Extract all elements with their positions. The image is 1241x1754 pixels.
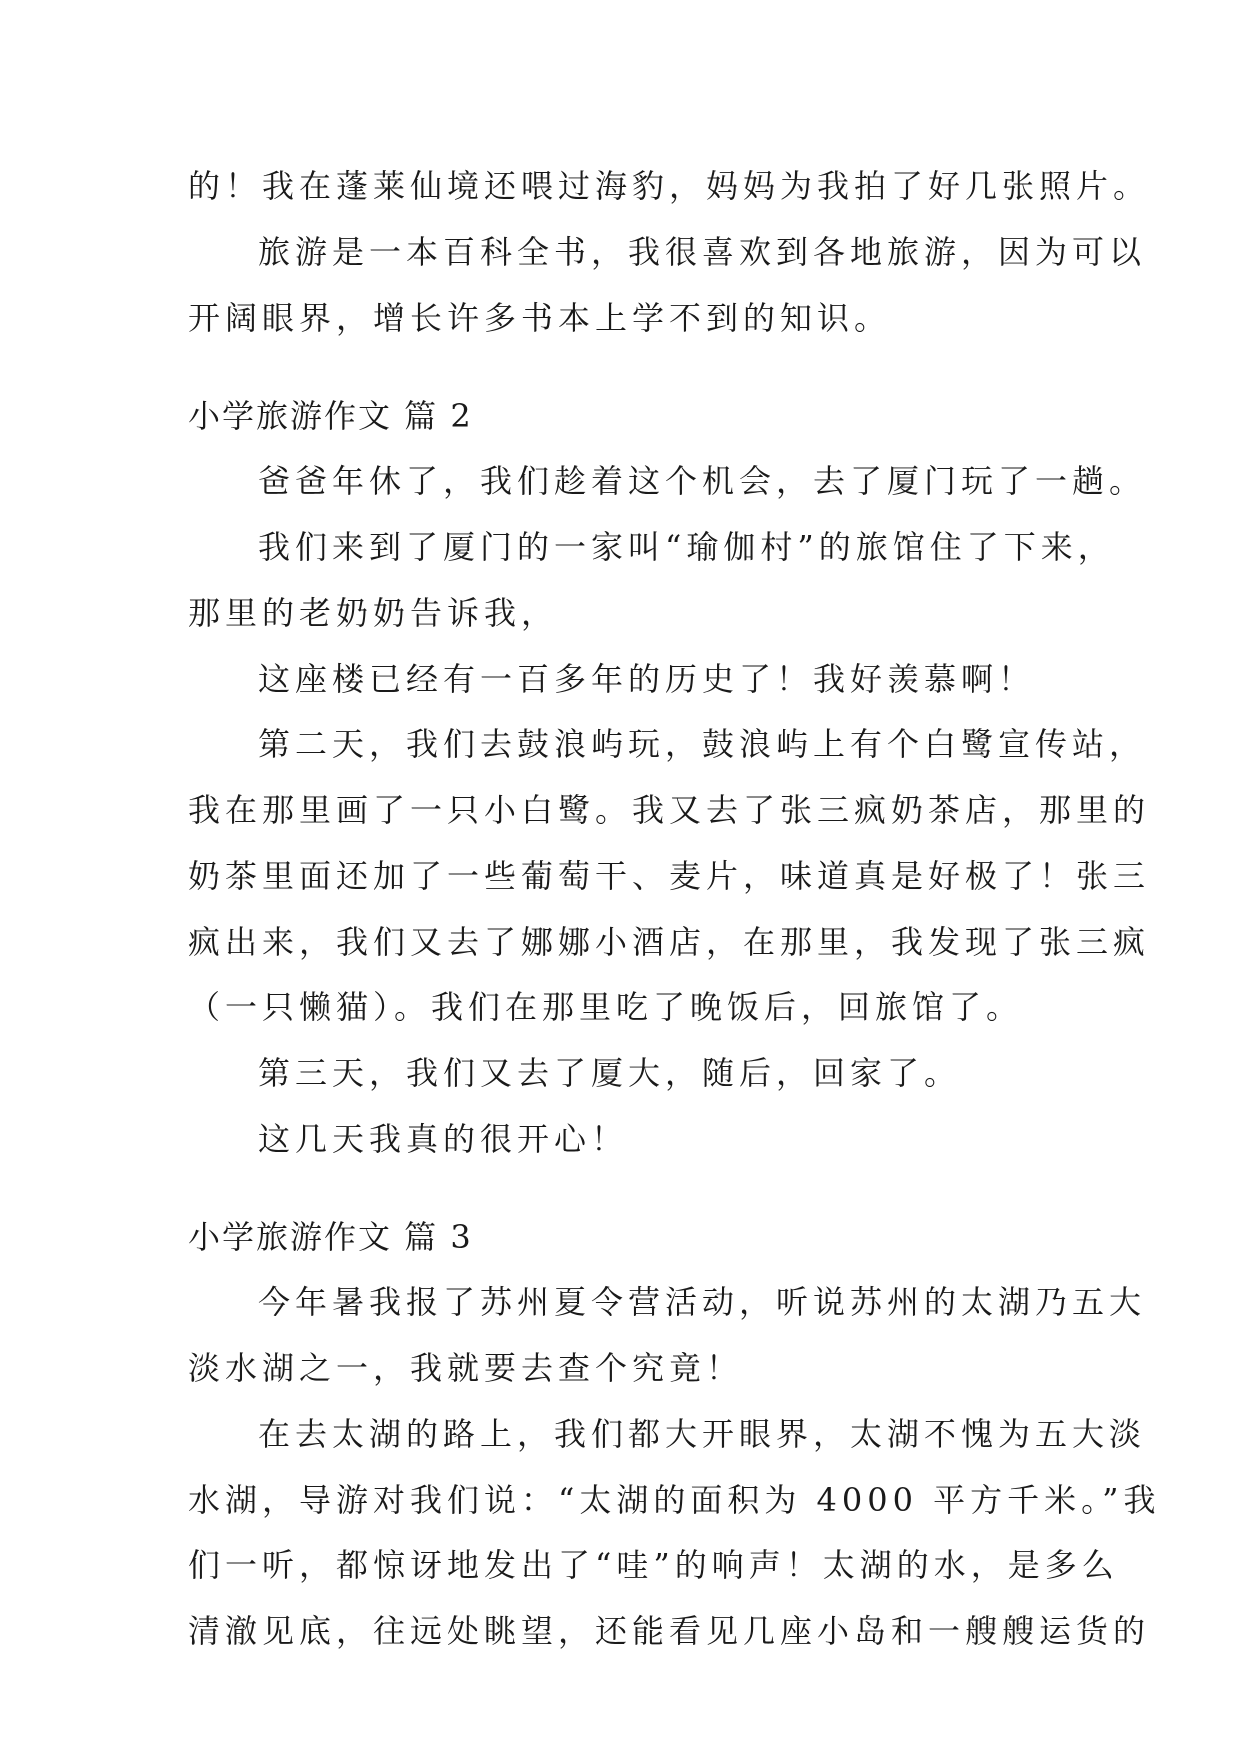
paragraph-line: 清澈见底，往远处眺望，还能看见几座小岛和一艘艘运货的: [188, 1612, 1151, 1650]
paragraph-line: 疯出来，我们又去了娜娜小酒店，在那里，我发现了张三疯: [188, 923, 1151, 961]
paragraph-line: 开阔眼界，增长许多书本上学不到的知识。: [188, 299, 892, 337]
paragraph-line: 水湖，导游对我们说：“太湖的面积为 4000 平方千米。”我: [188, 1481, 1161, 1519]
paragraph-line: 们一听，都惊讶地发出了“哇”的响声！太湖的水，是多么: [188, 1546, 1119, 1584]
paragraph-line: 今年暑我报了苏州夏令营活动，听说苏州的太湖乃五大: [258, 1283, 1147, 1321]
paragraph-line: 我们来到了厦门的一家叫“瑜伽村”的旅馆住了下来，: [258, 528, 1115, 566]
paragraph-line: 在去太湖的路上，我们都大开眼界，太湖不愧为五大淡: [258, 1415, 1147, 1453]
section-heading: 小学旅游作文 篇 2: [188, 397, 473, 435]
paragraph-line: 这座楼已经有一百多年的历史了！我好羡慕啊！: [258, 660, 1036, 698]
paragraph-line: 爸爸年休了，我们趁着这个机会，去了厦门玩了一趟。: [258, 462, 1147, 500]
paragraph-line: 那里的老奶奶告诉我，: [188, 594, 559, 632]
paragraph-line: 第二天，我们去鼓浪屿玩，鼓浪屿上有个白鹭宣传站，: [258, 725, 1147, 763]
paragraph-line: 的！我在蓬莱仙境还喂过海豹，妈妈为我拍了好几张照片。: [188, 167, 1151, 205]
paragraph-line: 旅游是一本百科全书，我很喜欢到各地旅游，因为可以: [258, 233, 1147, 271]
paragraph-line: 这几天我真的很开心！: [258, 1120, 629, 1158]
paragraph-line: 第三天，我们又去了厦大，随后，回家了。: [258, 1054, 962, 1092]
paragraph-line: 奶茶里面还加了一些葡萄干、麦片，味道真是好极了！张三: [188, 857, 1151, 895]
paragraph-line: 淡水湖之一，我就要去查个究竟！: [188, 1349, 744, 1387]
paragraph-line: 我在那里画了一只小白鹭。我又去了张三疯奶茶店，那里的: [188, 791, 1151, 829]
section-heading: 小学旅游作文 篇 3: [188, 1218, 473, 1256]
paragraph-line: （一只懒猫）。我们在那里吃了晚饭后，回旅馆了。: [188, 988, 1024, 1026]
